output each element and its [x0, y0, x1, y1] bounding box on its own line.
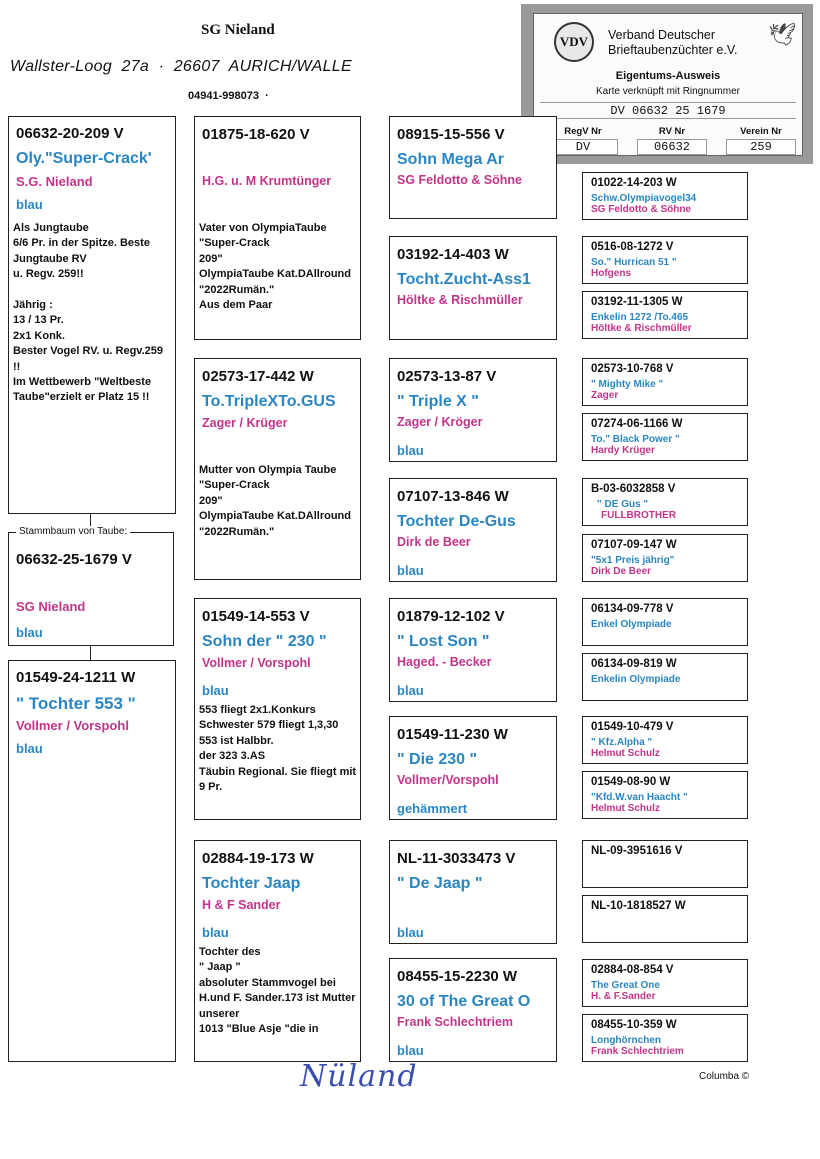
g4-name: Longhörnchen	[591, 1035, 661, 1046]
g4-box	[582, 895, 748, 943]
g3-ring: NL-11-3033473 V	[397, 850, 516, 867]
g4-breeder: Helmut Schulz	[591, 803, 660, 814]
g4-box	[582, 413, 748, 461]
mm-color: blau	[202, 925, 229, 940]
grandmother-paternal-box	[194, 358, 361, 580]
g4-box	[582, 653, 748, 701]
mother-box	[8, 660, 176, 1062]
loft-address: Wallster-Loog 27a · 26607 AURICH/WALLE	[10, 58, 352, 75]
g3-ring: 02573-13-87 V	[397, 368, 497, 385]
great-grandparent-box	[389, 358, 557, 462]
handwritten-signature: Nüland	[300, 1059, 418, 1094]
g4-box	[582, 716, 748, 764]
g4-breeder: Frank Schlechtriem	[591, 1046, 684, 1057]
g4-ring: 02884-08-854 V	[591, 964, 674, 976]
g4-ring: 02573-10-768 V	[591, 363, 674, 375]
g4-ring: 06134-09-778 V	[591, 603, 674, 615]
g4-name: Enkelin Olympiade	[591, 674, 681, 685]
g4-box	[582, 771, 748, 819]
mm-breeder: H & F Sander	[202, 898, 281, 912]
g3-ring: 07107-13-846 W	[397, 488, 509, 505]
g3-name: " Lost Son "	[397, 633, 490, 650]
fm-breeder: Zager / Krüger	[202, 416, 288, 430]
subject-breeder: SG Nieland	[16, 599, 86, 614]
ff-ring: 01875-18-620 V	[202, 126, 310, 143]
card-title: Eigentums-Ausweis	[615, 70, 721, 82]
g3-name: Tochter De-Gus	[397, 513, 516, 530]
copyright: Columba ©	[699, 1071, 750, 1082]
g3-breeder: Frank Schlechtriem	[397, 1015, 514, 1029]
verein-label: Verein Nr	[740, 126, 782, 137]
g3-name: Tocht.Zucht-Ass1	[397, 271, 531, 288]
mm-ring: 02884-19-173 W	[202, 850, 314, 867]
g4-breeder: Helmut Schulz	[591, 748, 660, 759]
mm-info: Tochter des " Jaap " absoluter Stammvogel bei H.und F. Sander.173 ist Mutter unserer 1013 "Blue Asje "die in	[199, 946, 356, 1036]
great-grandparent-box	[389, 236, 557, 340]
association-name: Verband Deutscher Brieftaubenzüchter e.V.	[608, 28, 738, 57]
subject-color: blau	[16, 625, 43, 640]
g4-breeder: Hofgens	[591, 268, 631, 279]
g4-name: Schw.Olympiavogel34	[591, 193, 697, 204]
g4-ring: B-03-6032858 V	[591, 483, 676, 495]
rv-label: RV Nr	[658, 126, 686, 137]
g3-color: blau	[397, 1043, 424, 1058]
grandmother-maternal-box	[194, 840, 361, 1062]
ff-breeder: H.G. u. M Krumtünger	[202, 174, 332, 188]
g4-name: " Kfz.Alpha "	[591, 737, 653, 748]
great-grandparent-box	[389, 958, 557, 1062]
g4-breeder: FULLBROTHER	[601, 510, 676, 521]
g4-name: To." Black Power "	[591, 434, 680, 445]
father-name: Oly."Super-Crack'	[16, 150, 152, 167]
g3-name: Sohn Mega Ar	[397, 151, 504, 168]
g4-ring: 07107-09-147 W	[591, 539, 677, 551]
fm-name: To.TripleXTo.GUS	[202, 393, 336, 410]
g3-ring: 01879-12-102 V	[397, 608, 505, 625]
g4-ring: 03192-11-1305 W	[591, 296, 683, 308]
g4-breeder: Hardy Krüger	[591, 445, 655, 456]
g3-name: " De Jaap "	[397, 875, 483, 892]
card-subtitle: Karte verknüpft mit Ringnummer	[596, 86, 740, 97]
g4-breeder: SG Feldotto & Söhne	[591, 204, 691, 215]
mf-ring: 01549-14-553 V	[202, 608, 310, 625]
g3-breeder: Haged. - Becker	[397, 655, 492, 669]
g4-name: The Great One	[591, 980, 660, 991]
ownership-card	[521, 4, 813, 164]
rv-field	[637, 126, 707, 155]
g4-box	[582, 959, 748, 1007]
g4-name: Enkelin 1272 /To.465	[591, 312, 689, 323]
mf-breeder: Vollmer / Vorspohl	[202, 656, 311, 670]
g3-ring: 08455-15-2230 W	[397, 968, 518, 985]
father-box	[8, 116, 176, 514]
rv-value: 06632	[637, 139, 707, 155]
g4-box	[582, 1014, 748, 1062]
g4-box	[582, 534, 748, 582]
g3-color: blau	[397, 925, 424, 940]
g4-box	[582, 598, 748, 646]
mother-name: " Tochter 553 "	[16, 694, 136, 713]
g3-breeder: Höltke & Rischmüller	[397, 293, 523, 307]
g3-ring: 08915-15-556 V	[397, 126, 505, 143]
mother-color: blau	[16, 741, 43, 756]
regv-label: RegV Nr	[564, 126, 602, 137]
card-fields	[548, 126, 796, 155]
g3-breeder: Zager / Kröger	[397, 415, 483, 429]
g3-ring: 03192-14-403 W	[397, 246, 509, 263]
fm-info: Mutter von Olympia Taube "Super-Crack 209" OlympiaTaube Kat.DAllround "2022Rumän."	[199, 464, 351, 538]
g4-breeder: Dirk De Beer	[591, 566, 652, 577]
subject-ring: 06632-25-1679 V	[16, 551, 132, 568]
father-info: Als Jungtaube 6/6 Pr. in der Spitze. Beste Jungtaube RV u. Regv. 259!! Jährig : 13 / 13 Pr. 2x1 Konk. Bester Vogel RV. u. Regv.259 !! Im Wettbewerb "Weltbeste Taube"erzielt er Platz 15 !!	[13, 222, 163, 404]
mf-color: blau	[202, 683, 229, 698]
g3-breeder: Vollmer/Vorspohl	[397, 773, 499, 787]
loft-name: SG Nieland	[201, 22, 275, 38]
great-grandparent-box	[389, 478, 557, 582]
g4-box	[582, 358, 748, 406]
g4-name: "Kfd.W.van Haacht "	[591, 792, 688, 803]
g3-color: blau	[397, 443, 424, 458]
mother-ring: 01549-24-1211 W	[16, 669, 136, 686]
subject-pigeon-box	[8, 532, 174, 646]
regv-field	[548, 126, 618, 155]
mm-name: Tochter Jaap	[202, 875, 301, 892]
ff-info: Vater von OlympiaTaube "Super-Crack 209" OlympiaTaube Kat.DAllround "2022Rumän." Aus dem Paar	[199, 222, 351, 312]
g4-breeder: H. & F.Sander	[591, 991, 656, 1002]
g4-box	[582, 236, 748, 284]
g3-name: 30 of The Great O	[397, 993, 531, 1010]
mf-info: 553 fliegt 2x1.Konkurs Schwester 579 fliegt 1,3,30 553 ist Halbbr. der 323 3.AS Täubin Regional. Sie fliegt mit 9 Pr.	[199, 704, 357, 794]
g3-breeder: Dirk de Beer	[397, 535, 471, 549]
g4-ring: 01549-10-479 V	[591, 721, 674, 733]
g4-box	[582, 478, 748, 526]
g3-name: " Triple X "	[397, 393, 479, 410]
great-grandparent-box	[389, 716, 557, 820]
g4-ring: NL-09-3951616 V	[591, 845, 683, 857]
g3-color: gehämmert	[397, 801, 468, 816]
g3-color: blau	[397, 683, 424, 698]
great-grandparent-box	[389, 116, 557, 219]
stammbaum-label: Stammbaum von Taube:	[16, 526, 130, 537]
card-ring-number: DV 06632 25 1679	[540, 102, 796, 119]
g3-breeder: SG Feldotto & Söhne	[397, 173, 522, 187]
g4-ring: NL-10-1818527 W	[591, 900, 686, 912]
g4-ring: 0516-08-1272 V	[591, 241, 674, 253]
g4-ring: 01022-14-203 W	[591, 177, 677, 189]
father-ring: 06632-20-209 V	[16, 125, 124, 142]
fm-ring: 02573-17-442 W	[202, 368, 314, 385]
g4-name: "5x1 Preis jährig"	[591, 555, 675, 566]
g4-breeder: Höltke & Rischmüller	[591, 323, 692, 334]
grandfather-paternal-box	[194, 116, 361, 340]
g3-name: " Die 230 "	[397, 751, 478, 768]
g4-box	[582, 172, 748, 220]
g4-ring: 01549-08-90 W	[591, 776, 671, 788]
great-grandparent-box	[389, 598, 557, 702]
loft-phone: 04941-998073 ·	[188, 90, 269, 102]
father-color: blau	[16, 197, 43, 212]
great-grandparent-box	[389, 840, 557, 944]
g4-name: " DE Gus "	[597, 499, 649, 510]
g4-box	[582, 291, 748, 339]
g4-box	[582, 840, 748, 888]
g4-breeder: Zager	[591, 390, 619, 401]
g3-ring: 01549-11-230 W	[397, 726, 508, 743]
g4-ring: 06134-09-819 W	[591, 658, 677, 670]
g4-ring: 07274-06-1166 W	[591, 418, 683, 430]
g4-name: " Mighty Mike "	[591, 379, 664, 390]
vdv-logo: VDV	[554, 22, 594, 62]
g4-name: So." Hurrican 51 "	[591, 257, 677, 268]
verein-value: 259	[726, 139, 796, 155]
regv-value: DV	[548, 139, 618, 155]
verein-field	[726, 126, 796, 155]
grandfather-maternal-box	[194, 598, 361, 820]
mother-breeder: Vollmer / Vorspohl	[16, 718, 129, 733]
g4-ring: 08455-10-359 W	[591, 1019, 677, 1031]
g4-name: Enkel Olympiade	[591, 619, 672, 630]
pigeon-icon: 🕊	[768, 22, 796, 47]
father-breeder: S.G. Nieland	[16, 174, 93, 189]
g3-color: blau	[397, 563, 424, 578]
mf-name: Sohn der " 230 "	[202, 633, 327, 650]
